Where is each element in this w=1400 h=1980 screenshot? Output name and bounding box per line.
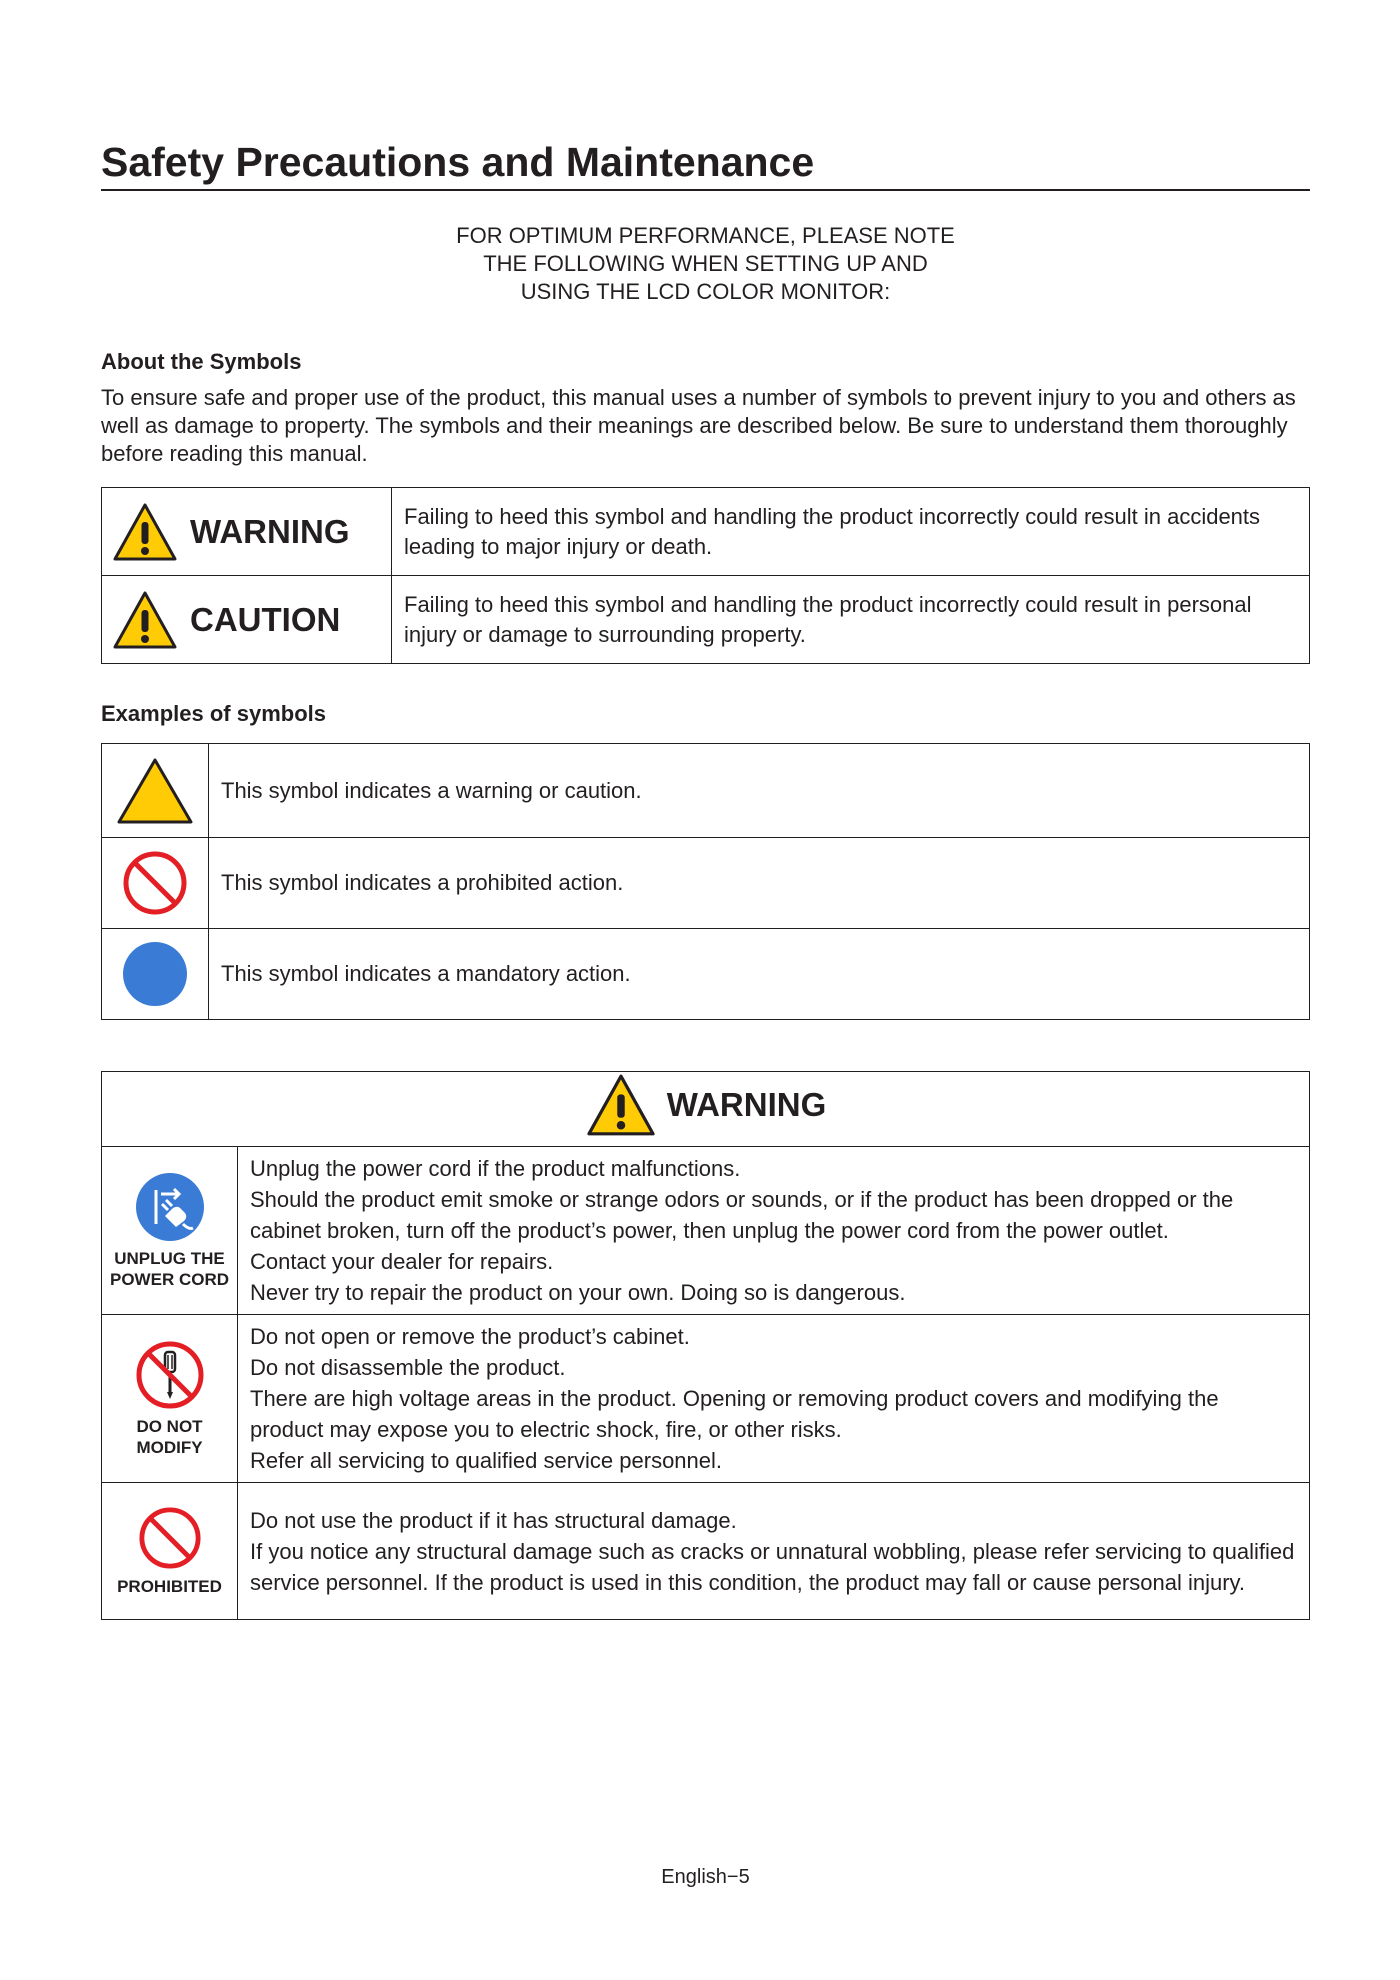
intro-line: THE FOLLOWING WHEN SETTING UP AND [483,251,928,276]
example-prohibited-text: This symbol indicates a prohibited action. [209,838,1310,929]
example-warning-text: This symbol indicates a warning or caution. [209,744,1310,838]
caution-label: CAUTION [190,600,341,638]
intro-line: FOR OPTIMUM PERFORMANCE, PLEASE NOTE [456,223,955,248]
about-symbols-text: To ensure safe and proper use of the product, this manual uses a number of symbols to prevent injury to you and others as well as damage to property. The symbols and their meanings are described below. Be sure to understand them thoroughly before reading this manual. [101,385,1296,466]
table-row [102,1483,1310,1620]
example-mandatory-text: This symbol indicates a mandatory action. [209,929,1310,1020]
warning-section-heading: WARNING [666,1086,827,1123]
warning-triangle-icon [115,756,195,826]
intro-note [101,222,1310,306]
table-row [102,1315,1310,1483]
warning-triangle-icon [112,590,178,650]
table-row [102,838,1310,929]
warning-description: Failing to heed this symbol and handling the product incorrectly could result in accidents leading to major injury or death. [392,488,1310,576]
about-symbols-heading: About the Symbols [101,349,302,374]
examples-heading: Examples of symbols [101,701,326,726]
warning-section-table [101,1071,1310,1620]
warning-triangle-icon [112,502,178,562]
warning-triangle-icon [585,1073,657,1137]
table-row [102,929,1310,1020]
page-title: Safety Precautions and Maintenance [101,138,1310,191]
caution-description: Failing to heed this symbol and handling the product incorrectly could result in personal injury or damage to surrounding property. [392,576,1310,664]
page-footer: English−5 [661,1866,750,1888]
table-row [102,1072,1310,1147]
unplug-instructions: Unplug the power cord if the product malfunctions. Should the product emit smoke or strange odors or sounds, or if the product has been dropped or the cabinet broken, turn off the product’s power, then unplug the power cord from the power outlet. Contact your dealer for repairs. Never try to repair the product on your own. Doing so is dangerous. [238,1147,1310,1315]
unplug-power-cord-icon [135,1172,205,1242]
prohibited-icon [138,1506,202,1570]
do-not-modify-instructions: Do not open or remove the product’s cabinet. Do not disassemble the product. There are high voltage areas in the product. Opening or removing product covers and modifying the product may expose you to electric shock, fire, or other risks. Refer all servicing to qualified service personnel. [238,1315,1310,1483]
do-not-modify-caption: DO NOT MODIFY [136,1416,203,1457]
table-row [102,744,1310,838]
structural-damage-instructions: Do not use the product if it has structural damage. If you notice any structural damage such as cracks or unnatural wobbling, please refer servicing to qualified service personnel. If the product is used in this condition, the product may fall or cause personal injury. [238,1483,1310,1620]
table-row [102,1147,1310,1315]
prohibited-icon [122,850,188,916]
symbol-meaning-table [101,487,1310,664]
table-row [102,488,1310,576]
prohibited-caption: PROHIBITED [117,1576,222,1596]
warning-label: WARNING [190,512,350,550]
table-row [102,576,1310,664]
mandatory-icon [122,941,188,1007]
unplug-caption: UNPLUG THE POWER CORD [110,1248,229,1289]
do-not-modify-icon [135,1340,205,1410]
examples-table [101,743,1310,1020]
intro-line: USING THE LCD COLOR MONITOR: [520,279,891,304]
